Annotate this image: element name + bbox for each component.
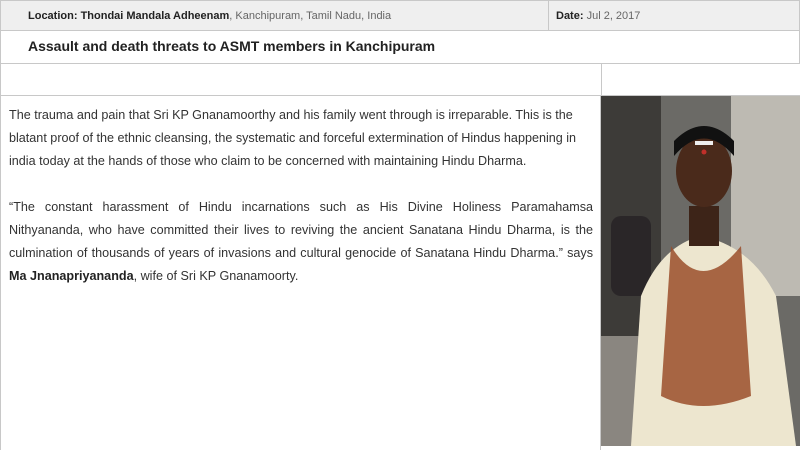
location — [1, 1, 549, 30]
location-place: Thondai Mandala Adheenam — [80, 10, 230, 22]
page-title: Assault and death threats to ASMT members in Kanchipuram — [0, 30, 800, 64]
article-body — [0, 96, 601, 450]
quote-text: “The constant harassment of Hindu incarnations such as His Divine Holiness Paramahamsa Nithyananda, who have committed their lives to reviving the ancient Sanatana Hindu Dharma, is the culmination of thousands of years of invasions and cultural genocide of Sanatana Hindu Dharma.” says — [9, 200, 593, 260]
date-value: Jul 2, 2017 — [586, 10, 641, 22]
location-rest: , Kanchipuram, Tamil Nadu, India — [229, 10, 392, 22]
header-bar — [0, 0, 800, 31]
paragraph-1 — [9, 104, 593, 173]
divider — [601, 63, 602, 96]
quote-author: Ma Jnanapriyananda — [9, 269, 134, 283]
date-label: Date: — [556, 10, 584, 22]
paragraph-2 — [9, 196, 593, 288]
quote-end: , wife of Sri KP Gnanamoorty. — [133, 269, 299, 283]
paragraph-1-line-2: blatant proof of the ethnic cleansing, the systematic and forceful extermination of Hindus happening in — [9, 131, 577, 145]
paragraph-1-line-1: The trauma and pain that Sri KP Gnanamoorthy and his family went through is irreparable. This is the — [9, 108, 573, 122]
location-label: Location: — [28, 10, 78, 22]
portrait-photo — [601, 96, 800, 446]
paragraph-1-line-3: india today at the hands of those who claim to be concerned with maintaining Hindu Dharma. — [9, 154, 527, 168]
date — [549, 1, 799, 30]
empty-row — [0, 63, 800, 96]
